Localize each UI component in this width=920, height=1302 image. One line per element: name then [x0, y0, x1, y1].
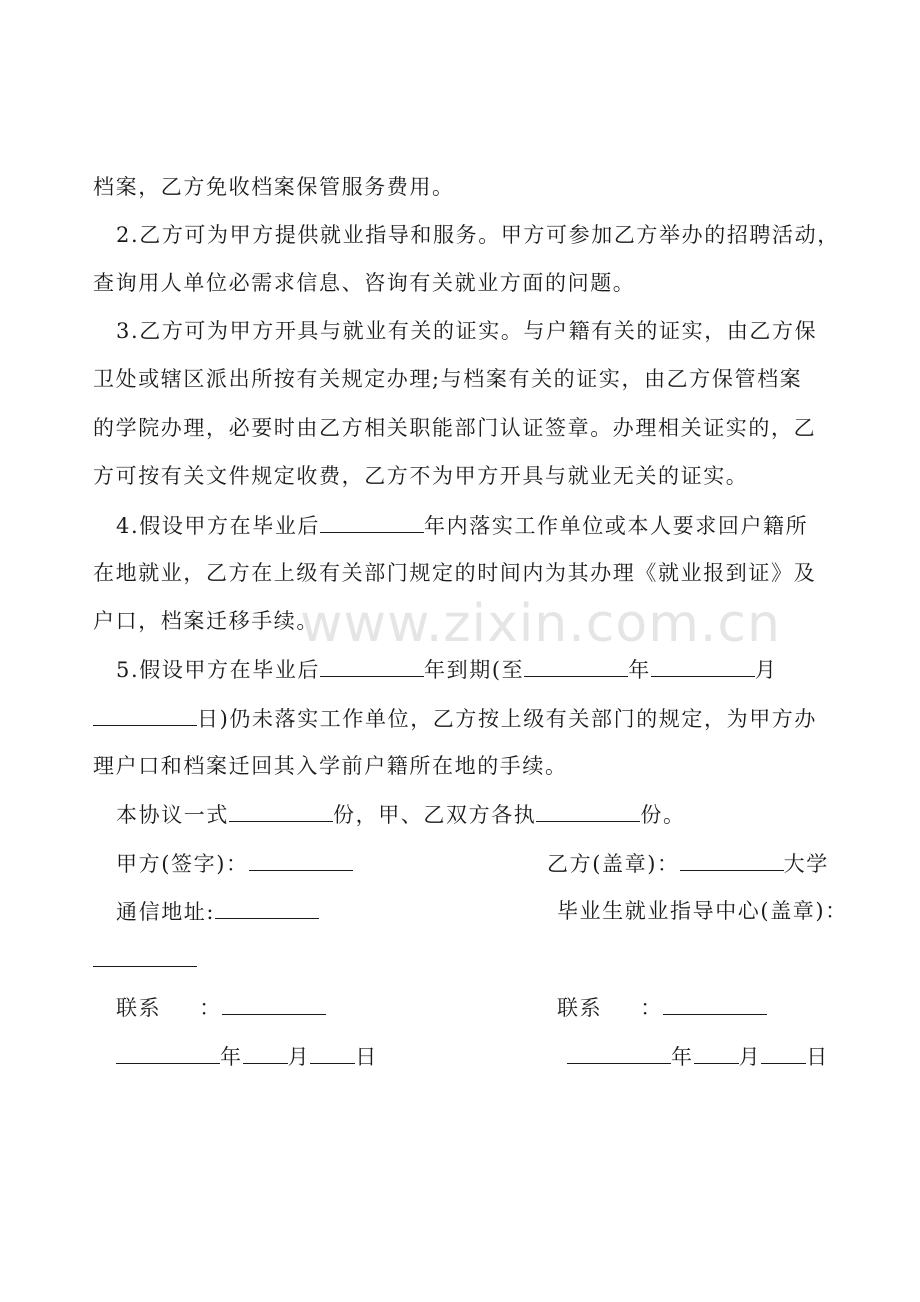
- blank-field-year[interactable]: [524, 654, 628, 677]
- blank-field-month[interactable]: [651, 654, 755, 677]
- date-b-month-field[interactable]: [694, 1041, 739, 1064]
- p3-line2: 卫处或辖区派出所按有关规定办理;与档案有关的证实，由乙方保管档案: [93, 367, 803, 391]
- blank-field-years[interactable]: [320, 510, 424, 533]
- date-a-year-field[interactable]: [116, 1041, 220, 1064]
- contact-a-field[interactable]: [222, 992, 326, 1015]
- address-line: 通信地址:: [116, 896, 319, 927]
- university-name-field[interactable]: [680, 848, 784, 871]
- p5-line3: 理户口和档案迁回其入学前户籍所在地的手续。: [93, 754, 568, 778]
- blank-field-day[interactable]: [93, 703, 197, 726]
- copies-line: 本协议一式 份，甲、乙双方各执 份。: [116, 799, 686, 830]
- p1-line1: 档案，乙方免收档案保管服务费用。: [93, 175, 455, 199]
- p2-line2: 查询用人单位必需求信息、咨询有关就业方面的问题。: [93, 271, 636, 295]
- center-seal-blank-line: [93, 944, 197, 975]
- blank-field-years[interactable]: [320, 654, 424, 677]
- contact-a-line: 联系 ：: [116, 992, 326, 1023]
- p2-line1: 2.乙方可为甲方提供就业指导和服务。甲方可参加乙方举办的招聘活动，: [116, 223, 840, 247]
- p5-line2: 日)仍未落实工作单位，乙方按上级有关部门的规定，为甲方办: [93, 703, 817, 734]
- p4-line1: 4.假设甲方在毕业后 年内落实工作单位或本人要求回户籍所: [116, 510, 808, 541]
- p3-line3: 的学院办理，必要时由乙方相关职能部门认证签章。办理相关证实的，乙: [93, 416, 817, 440]
- blank-field-copies-total[interactable]: [229, 799, 333, 822]
- contact-b-field[interactable]: [663, 992, 767, 1015]
- p3-line4: 方可按有关文件规定收费，乙方不为甲方开具与就业无关的证实。: [93, 464, 749, 488]
- party-a-sign-line: 甲方(签字)：: [116, 848, 353, 879]
- p5-line1: 5.假设甲方在毕业后 年到期(至 年 月: [116, 654, 777, 685]
- date-b-day-field[interactable]: [761, 1041, 806, 1064]
- party-a-signature-field[interactable]: [249, 848, 353, 871]
- contact-b-line: 联系 ：: [557, 992, 767, 1023]
- watermark-text: www.zixin.com.cn: [300, 594, 781, 654]
- p3-line1: 3.乙方可为甲方开具与就业有关的证实。与户籍有关的证实，由乙方保: [116, 319, 818, 343]
- center-seal-field[interactable]: [93, 944, 197, 967]
- p4-line2: 在地就业，乙方在上级有关部门规定的时间内为其办理《就业报到证》及: [93, 561, 817, 585]
- date-b-year-field[interactable]: [567, 1041, 671, 1064]
- address-field[interactable]: [215, 896, 319, 919]
- blank-field-copies-each[interactable]: [536, 799, 640, 822]
- date-a-day-field[interactable]: [310, 1041, 355, 1064]
- date-b-line: 年 月 日: [567, 1041, 829, 1072]
- date-a-line: 年 月 日: [116, 1041, 378, 1072]
- center-seal-line: 毕业生就业指导中心(盖章)：: [557, 899, 848, 923]
- date-a-month-field[interactable]: [243, 1041, 288, 1064]
- p4-line3: 户口，档案迁移手续。: [93, 609, 319, 633]
- party-b-seal-line: 乙方(盖章)： 大学: [547, 848, 829, 879]
